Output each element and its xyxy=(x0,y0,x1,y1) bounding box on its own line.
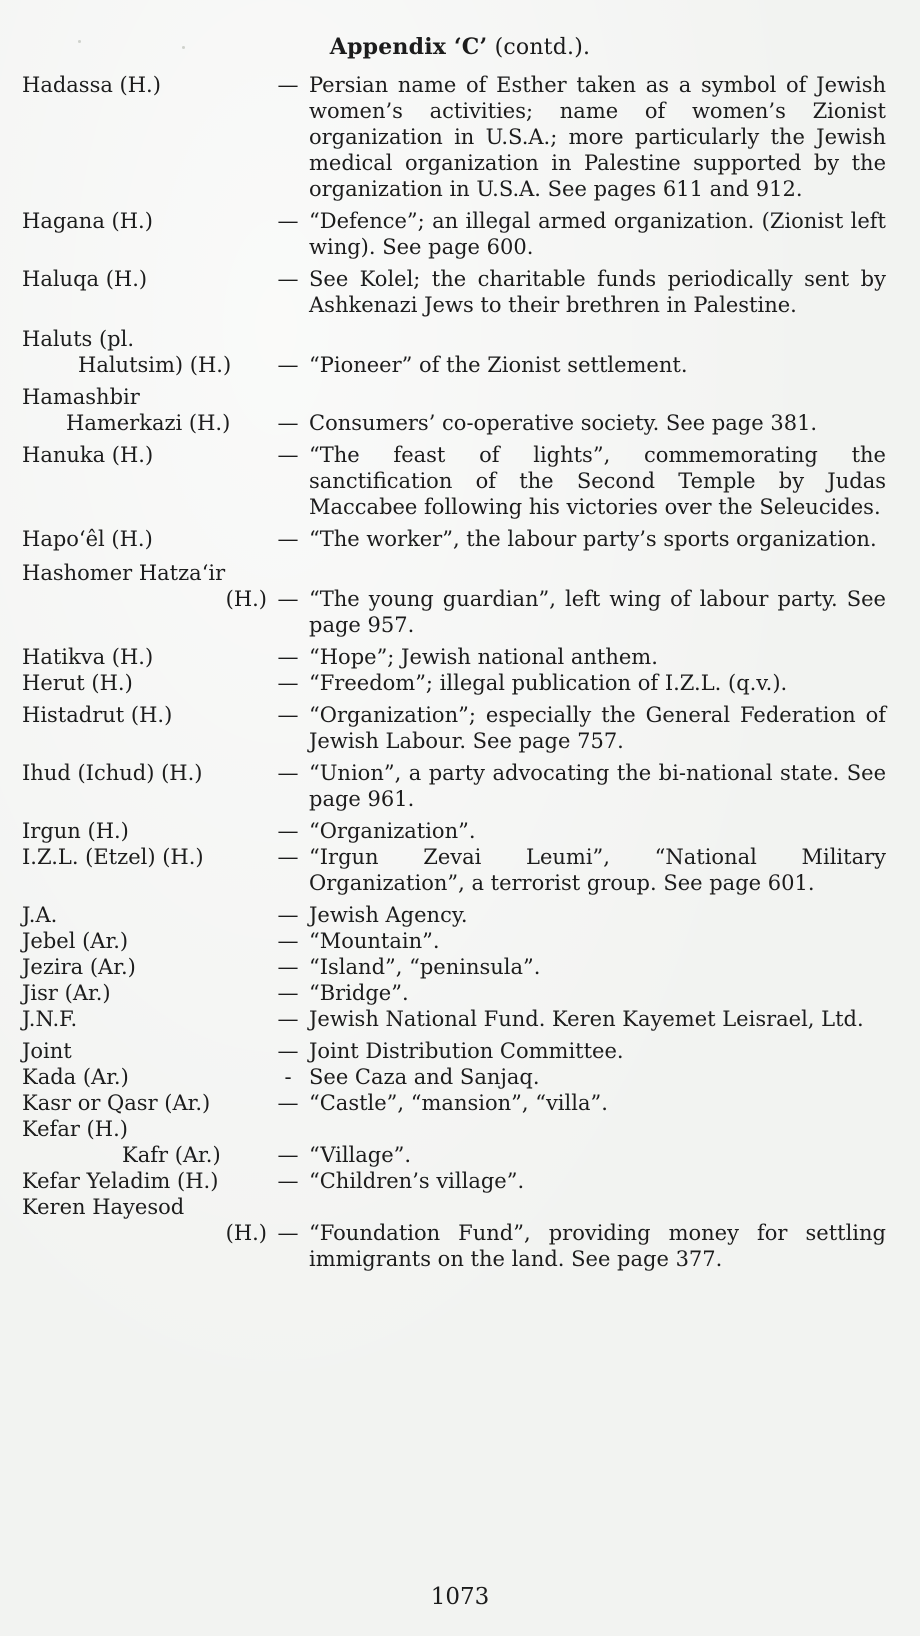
glossary-definition: “Pioneer” of the Zionist settlement. xyxy=(309,353,688,377)
entry-dash: — xyxy=(277,73,299,97)
glossary-definition: “Island”, “peninsula”. xyxy=(309,955,541,979)
glossary-term: Hanuka (H.) xyxy=(22,443,154,467)
glossary-definition: “Mountain”. xyxy=(309,929,440,953)
glossary-entry xyxy=(22,670,890,696)
glossary-term: Irgun (H.) xyxy=(22,819,129,843)
glossary-definition: “Defence”; an illegal armed organization. (Zionist left wing). See page 600. xyxy=(309,209,886,259)
entry-dash: - xyxy=(284,1065,292,1089)
entry-dash: — xyxy=(277,845,299,869)
glossary-term-line1: Haluts (pl. xyxy=(22,327,134,351)
glossary-definition: “The young guardian”, left wing of labour party. See page 957. xyxy=(309,587,886,637)
glossary-definition: “Hope”; Jewish national anthem. xyxy=(309,645,658,669)
glossary-term: Kada (Ar.) xyxy=(22,1065,129,1089)
entry-dash: — xyxy=(277,527,299,551)
glossary-term: Jisr (Ar.) xyxy=(22,981,111,1005)
glossary-term: Joint xyxy=(22,1039,72,1063)
entry-dash: — xyxy=(277,645,299,669)
glossary-term-line1: Hamashbir xyxy=(22,385,140,409)
glossary-term: Herut (H.) xyxy=(22,671,133,695)
entry-dash: — xyxy=(277,1143,299,1167)
entry-dash: — xyxy=(277,955,299,979)
glossary-definition: “Irgun Zevai Leumi”, “National Military Organization”, a terrorist group. See page 601. xyxy=(309,845,886,895)
glossary-entry xyxy=(22,1168,890,1194)
glossary-entry xyxy=(22,818,890,844)
glossary-entry xyxy=(22,928,890,954)
entry-dash: — xyxy=(277,353,299,377)
glossary-entry xyxy=(22,954,890,980)
glossary-list xyxy=(22,72,890,1272)
glossary-definition: Jewish Agency. xyxy=(309,903,468,927)
glossary-term: Hamerkazi (H.) xyxy=(66,411,231,435)
glossary-entry xyxy=(22,902,890,928)
glossary-definition: “Organization”. xyxy=(309,819,476,843)
glossary-entry xyxy=(22,1064,890,1090)
glossary-entry xyxy=(22,1038,890,1064)
entry-dash: — xyxy=(277,703,299,727)
heading-rest: (contd.). xyxy=(487,35,591,60)
glossary-term-line1: Hashomer Hatza‘ir xyxy=(22,561,226,585)
page-heading xyxy=(0,34,920,60)
glossary-term: Haluqa (H.) xyxy=(22,267,148,291)
glossary-entry xyxy=(22,72,890,202)
glossary-entry xyxy=(22,1220,890,1272)
glossary-term: Kasr or Qasr (Ar.) xyxy=(22,1091,211,1115)
entry-dash: — xyxy=(277,671,299,695)
entry-dash: — xyxy=(277,903,299,927)
glossary-entry xyxy=(22,352,890,378)
glossary-term: J.A. xyxy=(22,903,58,927)
glossary-definition: Jewish National Fund. Keren Kayemet Leisrael, Ltd. xyxy=(309,1007,864,1031)
glossary-entry xyxy=(22,1006,890,1032)
glossary-definition: “Bridge”. xyxy=(309,981,409,1005)
entry-dash: — xyxy=(277,443,299,467)
glossary-term: I.Z.L. (Etzel) (H.) xyxy=(22,845,204,869)
glossary-entry xyxy=(22,980,890,1006)
entry-dash: — xyxy=(277,1091,299,1115)
entry-dash: — xyxy=(277,819,299,843)
glossary-term: Kefar Yeladim (H.) xyxy=(22,1169,219,1193)
glossary-term: Kafr (Ar.) xyxy=(122,1143,221,1167)
entry-dash: — xyxy=(277,981,299,1005)
entry-dash: — xyxy=(277,267,299,291)
glossary-entry xyxy=(22,410,890,436)
glossary-entry xyxy=(22,1090,890,1116)
glossary-entry xyxy=(22,1142,890,1168)
entry-dash: — xyxy=(277,209,299,233)
glossary-term: (H.) xyxy=(225,587,267,611)
glossary-term: Hagana (H.) xyxy=(22,209,153,233)
entry-dash: — xyxy=(277,411,299,435)
heading-bold: Appendix ‘C’ xyxy=(329,34,488,60)
glossary-term-line1: Keren Hayesod xyxy=(22,1195,185,1219)
glossary-entry xyxy=(22,442,890,520)
glossary-definition: “The feast of lights”, commemorating the sanctification of the Second Temple by Judas Maccabee following his victories over the Seleucides. xyxy=(309,443,886,519)
glossary-term-line1: Kefar (H.) xyxy=(22,1117,128,1141)
glossary-term: Hadassa (H.) xyxy=(22,73,161,97)
glossary-term: Jezira (Ar.) xyxy=(22,955,136,979)
page-number: 1073 xyxy=(430,1584,490,1610)
entry-dash: — xyxy=(277,1007,299,1031)
glossary-definition: Consumers’ co-operative society. See page 381. xyxy=(309,411,818,435)
glossary-entry xyxy=(22,644,890,670)
glossary-entry xyxy=(22,586,890,638)
glossary-term: Histadrut (H.) xyxy=(22,703,173,727)
glossary-definition: “Organization”; especially the General Federation of Jewish Labour. See page 757. xyxy=(309,703,886,753)
glossary-term: Ihud (Ichud) (H.) xyxy=(22,761,203,785)
glossary-entry xyxy=(22,266,890,318)
entry-dash: — xyxy=(277,1169,299,1193)
glossary-definition: “Union”, a party advocating the bi-national state. See page 961. xyxy=(309,761,886,811)
glossary-term: Jebel (Ar.) xyxy=(22,929,129,953)
glossary-definition: “Freedom”; illegal publication of I.Z.L. (q.v.). xyxy=(309,671,788,695)
glossary-definition: Persian name of Esther taken as a symbol of Jewish women’s activities; name of women’s Zionist organization in U.S.A.; more particularly the Jewish medical organization in Palestine supported by the organization in U.S.A. See pages 611 and 912. xyxy=(309,73,886,201)
glossary-definition: “Foundation Fund”, providing money for settling immigrants on the land. See page 377. xyxy=(309,1221,886,1271)
glossary-entry xyxy=(22,760,890,812)
entry-dash: — xyxy=(277,587,299,611)
entry-dash: — xyxy=(277,1039,299,1063)
glossary-definition: “Village”. xyxy=(309,1143,412,1167)
glossary-term: J.N.F. xyxy=(22,1007,78,1031)
glossary-term: Halutsim) (H.) xyxy=(78,353,232,377)
entry-dash: — xyxy=(277,761,299,785)
glossary-definition: “Castle”, “mansion”, “villa”. xyxy=(309,1091,608,1115)
glossary-entry xyxy=(22,526,890,552)
entry-dash: — xyxy=(277,1221,299,1245)
entry-dash: — xyxy=(277,929,299,953)
glossary-definition: See Kolel; the charitable funds periodically sent by Ashkenazi Jews to their brethren in Palestine. xyxy=(309,267,886,317)
glossary-definition: “Children’s village”. xyxy=(309,1169,525,1193)
glossary-entry xyxy=(22,208,890,260)
glossary-definition: See Caza and Sanjaq. xyxy=(309,1065,540,1089)
glossary-entry xyxy=(22,844,890,896)
glossary-definition: “The worker”, the labour party’s sports organization. xyxy=(309,527,877,551)
glossary-term: Hatikva (H.) xyxy=(22,645,154,669)
glossary-term: (H.) xyxy=(225,1221,267,1245)
glossary-term: Hapo‘êl (H.) xyxy=(22,527,153,551)
glossary-entry xyxy=(22,702,890,754)
glossary-definition: Joint Distribution Committee. xyxy=(309,1039,624,1063)
